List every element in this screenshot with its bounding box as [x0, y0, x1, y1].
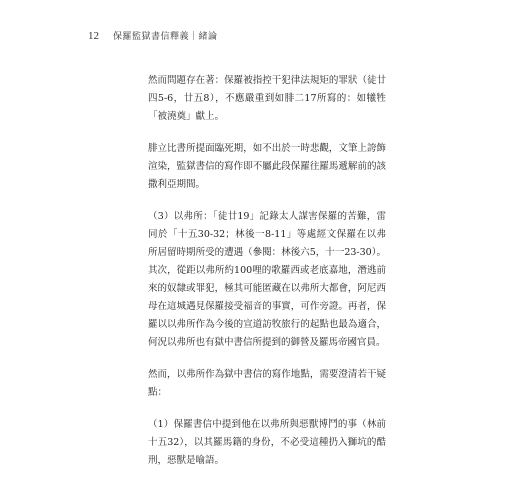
- paragraph-4: 然而，以弗所作為獄中書信的寫作地點，需要澄清若干疑點：: [148, 369, 386, 398]
- running-title: 保羅監獄書信釋義｜緒論: [113, 32, 218, 42]
- paragraph-2: 腓立比書所提面臨死期，如不出於一時悲觀，文筆上誇飾渲染，監獄書信的寫作即不屬此段保羅往羅馬遞解前的該撒利亞期間。: [148, 143, 386, 190]
- paragraph-3: （3）以弗所：「徒廿19」記錄太人謀害保羅的苦難，雷同於「十五30-32；林後一8-11」等處經文保羅在以弗所居留時期所受的遭遇（參閱：林後六5，十一23-30）。其次，從距以弗所約100哩的歌羅西或老底嘉地，潛逃前來的奴隸或罪犯，極其可能匿藏在以弗所大都會，阿尼西母在這城遇見保羅接受福音的事實，可作旁證。再者，保羅以以弗所作為今後的宣道訪牧旅行的起點也最為適合，何況以弗所也有獄中書信所提到的御營及羅馬帝國官員。: [148, 211, 386, 348]
- paragraph-5: （1）保羅書信中提到他在以弗所與惡獸博鬥的事（林前十五32），以其羅馬籍的身份，不必受這種扔入獅坑的酷刑，惡獸是喻語。: [148, 419, 386, 466]
- body-text: [148, 72, 386, 484]
- page-number: 12: [88, 30, 99, 42]
- paragraph-1: 然而問題存在著：保羅被指控干犯律法規矩的罪狀（徒廿四5-6，廿五8），不應嚴重到如腓二17所寫的：如犧牲「被澆奠」獻上。: [148, 75, 386, 122]
- page-header: [88, 29, 218, 42]
